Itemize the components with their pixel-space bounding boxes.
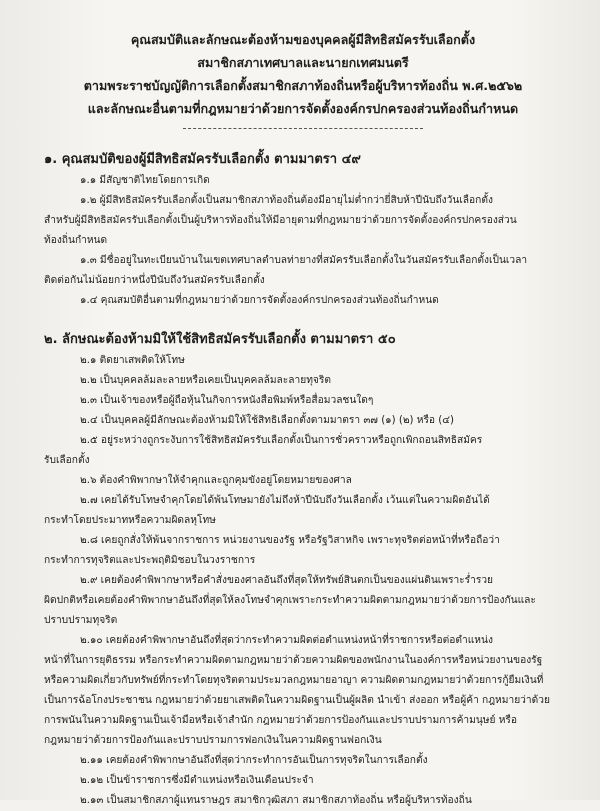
list-item [44,771,562,791]
list-item-text: ๒.๓ เป็นเจ้าของหรือผู้ถือหุ้นในกิจการหนังสือพิมพ์หรือสื่อมวลชนใดๆ [80,395,374,406]
list-item [44,571,562,631]
list-item-text: ๒.๙ เคยต้องคำพิพากษาหรือคำสั่งของศาลอันถึงที่สุดให้ทรัพย์สินตกเป็นของแผ่นดินเพราะร่ำรวย [80,575,494,586]
list-item-continuation: ท้องถิ่นกำหนด [44,235,108,246]
list-item-text: ๒.๘ เคยถูกสั่งให้พ้นจากราชการ หน่วยงานของรัฐ หรือรัฐวิสาหกิจ เพราะทุจริตต่อหน้าที่หรือถือว่า [80,535,500,546]
list-item-text: ๒.๑๐ เคยต้องคำพิพากษาอันถึงที่สุดว่ากระทำความผิดต่อตำแหน่งหน้าที่ราชการหรือต่อตำแหน่ง [80,635,493,646]
list-item [44,791,562,811]
header-title-line-3: ตามพระราชบัญญัติการเลือกตั้งสมาชิกสภาท้องถิ่นหรือผู้บริหารท้องถิ่น พ.ศ.๒๕๖๒ [83,78,523,93]
list-item [44,171,562,191]
section-qualifications [44,149,562,311]
list-item-text: ๒.๗ เคยได้รับโทษจำคุกโดยได้พ้นโทษมายังไม่ถึงห้าปีนับถึงวันเลือกตั้ง เว้นแต่ในความผิดอันได้ [80,495,490,506]
list-item-continuation: กฎหมายว่าด้วยการป้องกันและปราบปรามการฟอกเงินในความผิดฐานฟอกเงิน [44,735,382,746]
list-item-continuation: หน้าที่ในการยุติธรรม หรือกระทำความผิดตามกฎหมายว่าด้วยความผิดของพนักงานในองค์การหรือหน่วยงานของรัฐ [44,655,543,666]
list-item-text: ๑.๒ ผู้มีสิทธิสมัครรับเลือกตั้งเป็นสมาชิกสภาท้องถิ่นต้องมีอายุไม่ต่ำกว่ายี่สิบห้าปีนับถึงวันเลือกตั้ง [80,195,493,206]
list-item-continuation: หรือความผิดเกี่ยวกับทรัพย์ที่กระทำโดยทุจริตตามประมวลกฎหมายอาญา ความผิดตามกฎหมายว่าด้วยการกู้ยืมเงินที่ [44,675,544,686]
list-item-continuation: การพนันในความผิดฐานเป็นเจ้ามือหรือเจ้าสำนัก กฎหมายว่าด้วยการป้องกันและปราบปรามการค้ามนุษย์ หรือ [44,715,518,726]
list-item-continuation: กระทำโดยประมาทหรือความผิดลหุโทษ [44,515,216,526]
list-item-continuation: เป็นการฉ้อโกงประชาชน กฎหมายว่าด้วยยาเสพติดในความผิดฐานเป็นผู้ผลิต นำเข้า ส่งออก หรือผู้ค้า กฎหมายว่าด้วย [44,695,550,706]
list-item [44,471,562,491]
list-item-text: ๒.๑๓ เป็นสมาชิกสภาผู้แทนราษฎร สมาชิกวุฒิสภา สมาชิกสภาท้องถิ่น หรือผู้บริหารท้องถิ่น [80,795,472,806]
list-item [44,751,562,771]
list-item-continuation: กระทำการทุจริตและประพฤติมิชอบในวงราชการ [44,555,256,566]
header-title-line-4: และลักษณะอื่นตามที่กฎหมายว่าด้วยการจัดตั้งองค์กรปกครองส่วนท้องถิ่นกำหนด [87,101,519,116]
header-title-line-2: สมาชิกสภาเทศบาลและนายกเทศมนตรี [197,55,409,70]
list-item-text: ๒.๑๑ เคยต้องคำพิพากษาอันถึงที่สุดว่ากระทำการอันเป็นการทุจริตในการเลือกตั้ง [80,755,428,766]
list-item-text: ๒.๕ อยู่ระหว่างถูกระงับการใช้สิทธิสมัครรับเลือกตั้งเป็นการชั่วคราวหรือถูกเพิกถอนสิทธิสมัคร [80,435,483,446]
list-item [44,371,562,391]
list-item-text: ๒.๖ ต้องคำพิพากษาให้จำคุกและถูกคุมขังอยู่โดยหมายของศาล [80,475,352,486]
header-title-line-1: คุณสมบัติและลักษณะต้องห้ามของบุคคลผู้มีสิทธิสมัครรับเลือกตั้ง [130,32,476,47]
list-item-continuation: รับเลือกตั้ง [44,455,90,466]
list-item-text: ๑.๑ มีสัญชาติไทยโดยการเกิด [80,175,210,186]
list-item [44,491,562,531]
list-item [44,431,562,471]
list-item [44,391,562,411]
list-item-text: ๒.๒ เป็นบุคคลล้มละลายหรือเคยเป็นบุคคลล้มละลายทุจริต [80,375,331,386]
list-item-text: ๒.๑ ติดยาเสพติดให้โทษ [80,355,185,366]
list-item-continuation: สำหรับผู้มีสิทธิสมัครรับเลือกตั้งเป็นผู้บริหารท้องถิ่นให้มีอายุตามที่กฎหมายว่าด้วยการจัดตั้งองค์กรปกครองส่วน [44,215,517,226]
list-item [44,351,562,371]
list-item-continuation: ปราบปรามทุจริต [44,615,118,626]
list-item [44,291,562,311]
list-item-text: ๒.๔ เป็นบุคคลผู้มีลักษณะต้องห้ามมิให้ใช้สิทธิเลือกตั้งตามมาตรา ๓๗ (๑) (๒) หรือ (๔) [80,415,454,426]
section-items [44,171,562,311]
list-item-text: ๑.๓ มีชื่ออยู่ในทะเบียนบ้านในเขตเทศบาลตำบลท่ายางที่สมัครรับเลือกตั้งในวันสมัครรับเลือกตั้งเป็นเวลา [80,255,528,266]
list-item [44,531,562,571]
list-item [44,411,562,431]
list-item [44,631,562,751]
list-item [44,251,562,291]
section-items [44,351,562,811]
section-title: ๒. ลักษณะต้องห้ามมิให้ใช้สิทธิสมัครรับเลือกตั้ง ตามมาตรา ๕๐ [44,332,396,347]
document-header [44,28,562,129]
list-item [44,191,562,251]
section-prohibitions [44,329,562,811]
list-item-text: ๑.๔ คุณสมบัติอื่นตามที่กฎหมายว่าด้วยการจัดตั้งองค์กรปกครองส่วนท้องถิ่นกำหนด [80,295,439,306]
section-title: ๑. คุณสมบัติของผู้มีสิทธิสมัครรับเลือกตั้ง ตามมาตรา ๔๙ [44,152,361,167]
list-item-continuation: ติดต่อกันไม่น้อยกว่าหนึ่งปีนับถึงวันสมัครรับเลือกตั้ง [44,275,265,286]
header-divider [183,128,423,129]
list-item-continuation: ผิดปกติหรือเคยต้องคำพิพากษาอันถึงที่สุดให้ลงโทษจำคุกเพราะกระทำความผิดตามกฎหมายว่าด้วยการป้องกันและ [44,595,536,606]
list-item-text: ๒.๑๒ เป็นข้าราชการซึ่งมีตำแหน่งหรือเงินเดือนประจำ [80,775,314,786]
